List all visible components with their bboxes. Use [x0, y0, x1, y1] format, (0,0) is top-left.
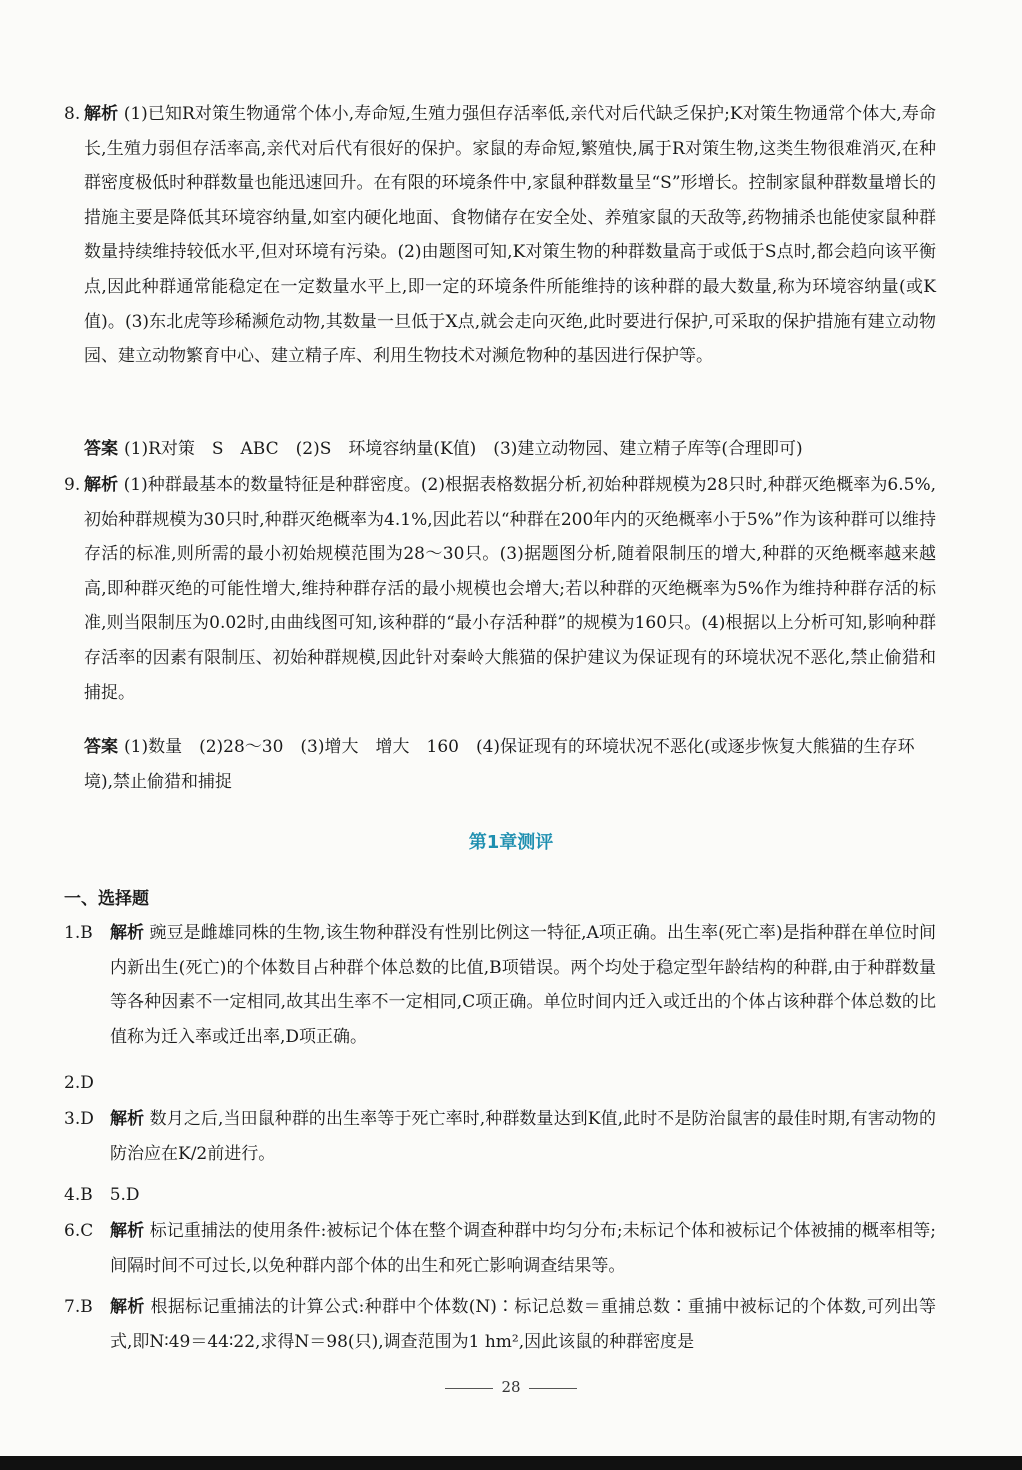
q9-analysis-label: 解析 — [84, 475, 119, 495]
c3-paragraph — [64, 1102, 936, 1171]
c1-number: 1.B — [64, 923, 93, 943]
c3-number: 3.D — [64, 1109, 94, 1129]
q9-answer — [84, 730, 936, 799]
c7-number: 7.B — [64, 1297, 93, 1317]
q9-answer-label: 答案 — [84, 737, 118, 757]
footer-rule-left — [445, 1388, 493, 1389]
q9-analysis-text: (1)种群最基本的数量特征是种群密度。(2)根据表格数据分析,初始种群规模为28只时,种群灭绝概率为6.5%,初始种群规模为30只时,种群灭绝概率为4.1%,因此若以“种群在200年内的灭绝概率小于5%”作为该种群可以维持存活的标准,则所需的最小初始规模范围为28～30只。(3)据题图分析,随着限制压的增大,种群的灭绝概率越来越高,即种群灭绝的可能性增大,维持种群存活的最小规模也会增大;若以种群的灭绝概率为5%作为维持种群存活的标准,则当限制压为0.02时,由曲线图可知,该种群的“最小存活种群”的规模为160只。(4)根据以上分析可知,影响种群存活率的因素有限制压、初始种群规模,因此针对秦岭大熊猫的保护建议为保证现有的环境状况不恶化,禁止偷猎和捕捉。 — [84, 475, 937, 703]
c7-paragraph — [64, 1290, 936, 1359]
section-title: 一、选择题 — [64, 889, 149, 909]
page-number: 28 — [501, 1378, 521, 1396]
c1-analysis-text: 豌豆是雌雄同株的生物,该生物种群没有性别比例这一特征,A项正确。出生率(死亡率)是指种群在单位时间内新出生(死亡)的个体数目占种群个体总数的比值,B项错误。两个均处于稳定型年龄结构的种群,由于种群数量等各种因素不一定相同,故其出生率不一定相同,C项正确。单位时间内迁入或迁出的个体占该种群个体总数的比值称为迁入率或迁出率,D项正确。 — [110, 923, 936, 1047]
q9-analysis-paragraph — [64, 468, 936, 710]
c3-analysis-label: 解析 — [110, 1109, 145, 1129]
q9-answer-text: (1)数量 (2)28～30 (3)增大 增大 160 (4)保证现有的环境状况不恶化(或逐步恢复大熊猫的生存环境),禁止偷猎和捕捉 — [84, 737, 915, 792]
q9-number: 9. — [64, 475, 81, 495]
q8-number: 8. — [64, 104, 81, 124]
c6-paragraph — [64, 1214, 936, 1283]
c7-analysis-label: 解析 — [110, 1297, 145, 1317]
c6-number: 6.C — [64, 1221, 94, 1241]
q8-answer-label: 答案 — [84, 439, 118, 459]
q8-analysis-text: (1)已知R对策生物通常个体小,寿命短,生殖力强但存活率低,亲代对后代缺乏保护;K对策生物通常个体大,寿命长,生殖力弱但存活率高,亲代对后代有很好的保护。家鼠的寿命短,繁殖快,属于R对策生物,这类生物很难消灭,在种群密度极低时种群数量也能迅速回升。在有限的环境条件中,家鼠种群数量呈“S”形增长。控制家鼠种群数量增长的措施主要是降低其环境容纳量,如室内硬化地面、食物储存在安全处、养殖家鼠的天敌等,药物捕杀也能使家鼠种群数量持续维持较低水平,但对环境有污染。(2)由题图可知,K对策生物的种群数量高于或低于S点时,都会趋向该平衡点,因此种群通常能稳定在一定数量水平上,即一定的环境条件所能维持的该种群的最大数量,称为环境容纳量(或K值)。(3)东北虎等珍稀濒危动物,其数量一旦低于X点,就会走向灭绝,此时要进行保护,可采取的保护措施有建立动物园、建立动物繁育中心、建立精子库、利用生物技术对濒危物种的基因进行保护等。 — [84, 104, 937, 367]
page-footer — [0, 1378, 1022, 1396]
chapter-title: 第1章测评 — [468, 832, 554, 853]
c1-analysis-label: 解析 — [110, 923, 145, 943]
c6-analysis-label: 解析 — [110, 1221, 145, 1241]
c45-answers: 4.B 5.D — [64, 1185, 140, 1205]
c1-paragraph — [64, 916, 936, 1054]
q8-analysis-label: 解析 — [84, 104, 119, 124]
c3-analysis-text: 数月之后,当田鼠种群的出生率等于死亡率时,种群数量达到K值,此时不是防治鼠害的最佳时期,有害动物的防治应在K/2前进行。 — [110, 1109, 937, 1164]
q8-answer — [84, 432, 936, 467]
footer-rule-right — [529, 1388, 577, 1389]
q8-analysis-paragraph — [64, 97, 936, 374]
scan-bottom-edge — [0, 1456, 1022, 1470]
c7-analysis-text: 根据标记重捕法的计算公式:种群中个体数(N)∶标记总数＝重捕总数∶重捕中被标记的个体数,可列出等式,即N∶49＝44∶22,求得N＝98(只),调查范围为1 hm²,因此该鼠的种群密度是 — [110, 1297, 937, 1352]
q8-answer-text: (1)R对策 S ABC (2)S 环境容纳量(K值) (3)建立动物园、建立精子库等(合理即可) — [124, 439, 803, 459]
c2-answer: 2.D — [64, 1073, 94, 1093]
c6-analysis-text: 标记重捕法的使用条件:被标记个体在整个调查种群中均匀分布;未标记个体和被标记个体被捕的概率相等;间隔时间不可过长,以免种群内部个体的出生和死亡影响调查结果等。 — [110, 1221, 937, 1276]
